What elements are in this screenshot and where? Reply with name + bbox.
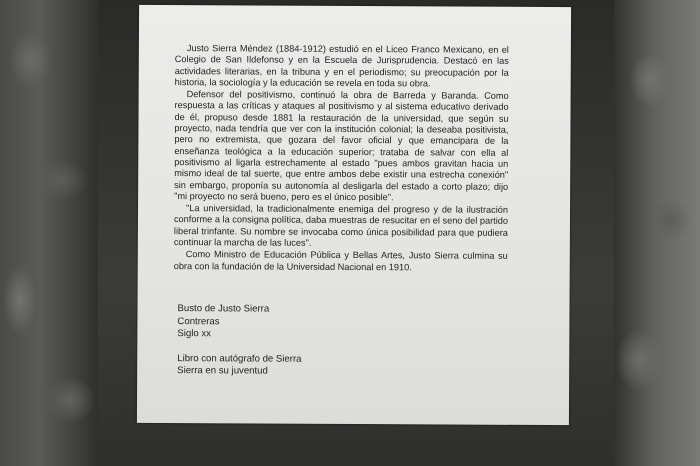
paragraph-positivism: Defensor del positivismo, continuó la obra de Barreda y Baranda. Como respuesta a las críticas y ataques al positivismo y al sistema educativo derivado de él, propuso desde 1881 la restauración de la universidad, que según su proyecto, nada tendría que ver con la institución colonial; la deseaba positivista, pero no extremista, que gozara del favor oficial y que emancipara de la enseñanza teológica a la educación superior; trataba de salvar con ella al positivismo al ligarla estrechamente al estado "pues ambos gravitan hacia un mismo ideal de tal suerte, que entre ambos debe existir una estrecha conexión" sin embargo, proponía su autonomía al desligarla del estado a corto plazo; dijo "mi proyecto no será bueno, pero es el único posible". (174, 89, 509, 203)
credit-author: Contreras (177, 315, 220, 327)
object-credits (177, 303, 397, 379)
stone-wall-right (610, 0, 700, 466)
credit-century: Siglo xx (177, 328, 211, 340)
plaque-text (174, 43, 509, 275)
paragraph-biography: Justo Sierra Méndez (1884-1912) estudió en el Liceo Franco Mexicano, en el Colegio de San Ildefonso y en la Escuela de Jurisprudencia. Destacó en las actividades literarias, en la tribuna y en el periodismo; su preocupación por la historia, la sociología y la educación se revela en toda su obra. (174, 43, 509, 89)
paragraph-university-quote: "La universidad, la tradicionalmente enemiga del progreso y de la ilustración conforme a la consigna política, daba muestras de resucitar en el seno del partido liberal trinfante. Su nombre se invocaba como única posibilidad para que pudiera continuar la marcha de las luces". (173, 203, 509, 248)
paragraph-national-university: Como Ministro de Educación Pública y Bellas Artes, Justo Sierra culmina su obra con la fundación de la Universidad Nacional en 1910. (173, 249, 508, 272)
credit-youth: Sierra en su juventud (177, 365, 268, 377)
stone-wall-left (0, 0, 100, 466)
credit-book: Libro con autógrafo de Sierra (177, 352, 302, 365)
credit-bust: Busto de Justo Sierra (177, 303, 270, 315)
museum-plaque (137, 5, 571, 425)
